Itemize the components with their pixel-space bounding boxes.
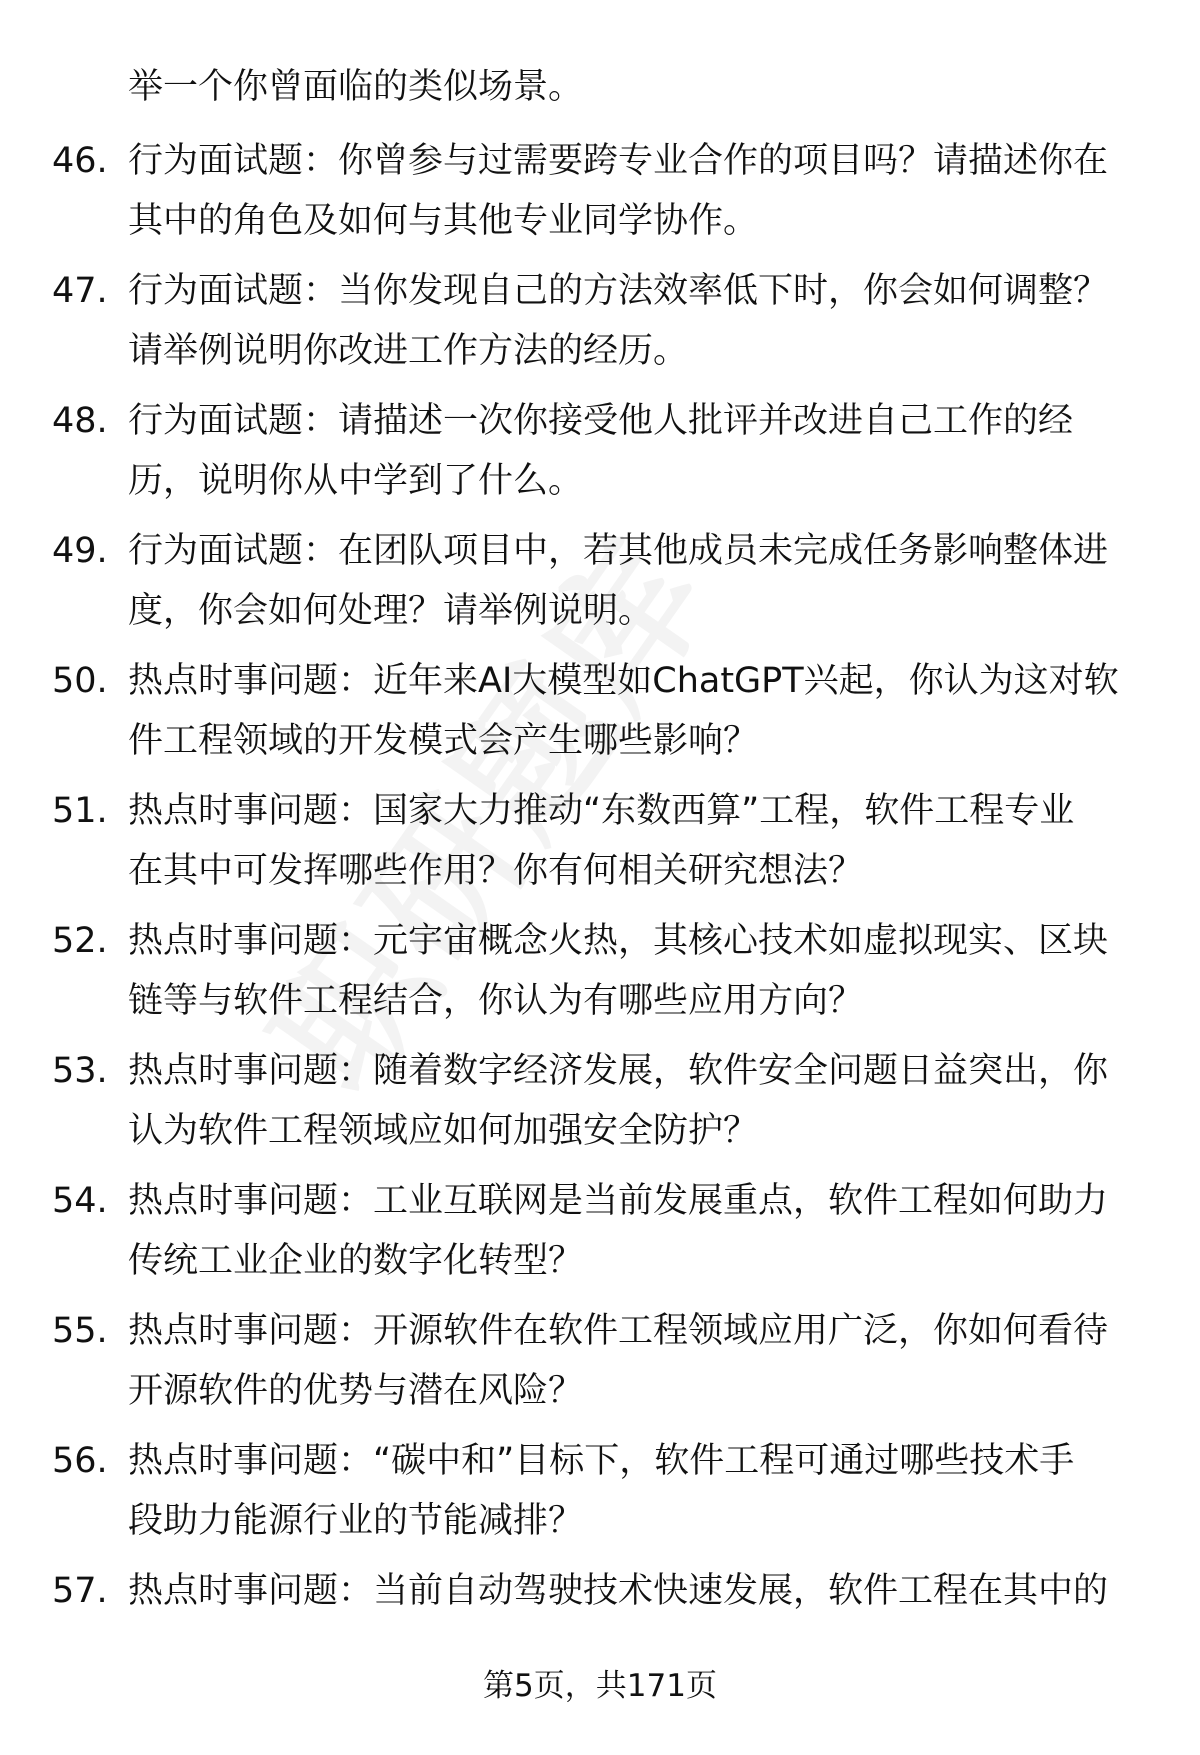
question-number: 55. bbox=[52, 1311, 108, 1351]
question-item bbox=[0, 264, 1200, 394]
question-item bbox=[0, 1174, 1200, 1304]
question-item bbox=[0, 134, 1200, 264]
continuation-line: 举一个你曾面临的类似场景。 bbox=[128, 67, 584, 107]
question-text-line: 热点时事问题：随着数字经济发展，软件安全问题日益突出，你 bbox=[128, 1051, 1109, 1091]
question-text-line: 行为面试题：请描述一次你接受他人批评并改进自己工作的经 bbox=[128, 401, 1074, 441]
question-number: 47. bbox=[52, 271, 108, 311]
question-text-line: 行为面试题：你曾参与过需要跨专业合作的项目吗？请描述你在 bbox=[128, 141, 1109, 181]
question-text-line: 传统工业企业的数字化转型？ bbox=[128, 1241, 584, 1281]
question-text-line: 其中的角色及如何与其他专业同学协作。 bbox=[128, 201, 759, 241]
question-item bbox=[0, 914, 1200, 1044]
question-number: 52. bbox=[52, 921, 108, 961]
question-number: 46. bbox=[52, 141, 108, 181]
question-text-line: 热点时事问题：工业互联网是当前发展重点，软件工程如何助力 bbox=[128, 1181, 1109, 1221]
question-number: 53. bbox=[52, 1051, 108, 1091]
question-text-line: 段助力能源行业的节能减排？ bbox=[128, 1501, 584, 1541]
question-text-line: 热点时事问题：元宇宙概念火热，其核心技术如虚拟现实、区块 bbox=[128, 921, 1109, 961]
question-text-line: 链等与软件工程结合，你认为有哪些应用方向？ bbox=[128, 981, 864, 1021]
question-item bbox=[0, 654, 1200, 784]
question-text-line: 热点时事问题：开源软件在软件工程领域应用广泛，你如何看待 bbox=[128, 1311, 1109, 1351]
question-text-line: 在其中可发挥哪些作用？你有何相关研究想法？ bbox=[128, 851, 864, 891]
question-text-line: 热点时事问题：近年来AI大模型如ChatGPT兴起，你认为这对软 bbox=[128, 661, 1119, 701]
question-number: 51. bbox=[52, 791, 108, 831]
question-text-line: 行为面试题：当你发现自己的方法效率低下时，你会如何调整？ bbox=[128, 271, 1109, 311]
question-item bbox=[0, 1434, 1200, 1564]
question-text-line: 度，你会如何处理？请举例说明。 bbox=[128, 591, 654, 631]
question-number: 48. bbox=[52, 401, 108, 441]
question-text-line: 件工程领域的开发模式会产生哪些影响？ bbox=[128, 721, 759, 761]
question-item bbox=[0, 1304, 1200, 1434]
question-item bbox=[0, 1044, 1200, 1174]
question-number: 57. bbox=[52, 1571, 108, 1611]
question-number: 56. bbox=[52, 1441, 108, 1481]
question-item bbox=[0, 784, 1200, 914]
question-text-line: 认为软件工程领域应如何加强安全防护？ bbox=[128, 1111, 759, 1151]
question-number: 54. bbox=[52, 1181, 108, 1221]
question-text-line: 行为面试题：在团队项目中，若其他成员未完成任务影响整体进 bbox=[128, 531, 1109, 571]
question-number: 49. bbox=[52, 531, 108, 571]
question-text-line: 热点时事问题：“碳中和”目标下，软件工程可通过哪些技术手 bbox=[128, 1441, 1075, 1481]
question-list bbox=[0, 134, 1200, 1694]
question-text-line: 请举例说明你改进工作方法的经历。 bbox=[128, 331, 689, 371]
question-item bbox=[0, 394, 1200, 524]
question-text-line: 历，说明你从中学到了什么。 bbox=[128, 461, 584, 501]
question-item bbox=[0, 524, 1200, 654]
question-number: 50. bbox=[52, 661, 108, 701]
question-text-line: 开源软件的优势与潜在风险？ bbox=[128, 1371, 584, 1411]
question-text-line: 热点时事问题：当前自动驾驶技术快速发展，软件工程在其中的 bbox=[128, 1571, 1109, 1611]
page-footer: 第5页，共171页 bbox=[483, 1668, 717, 1704]
question-text-line: 热点时事问题：国家大力推动“东数西算”工程，软件工程专业 bbox=[128, 791, 1075, 831]
